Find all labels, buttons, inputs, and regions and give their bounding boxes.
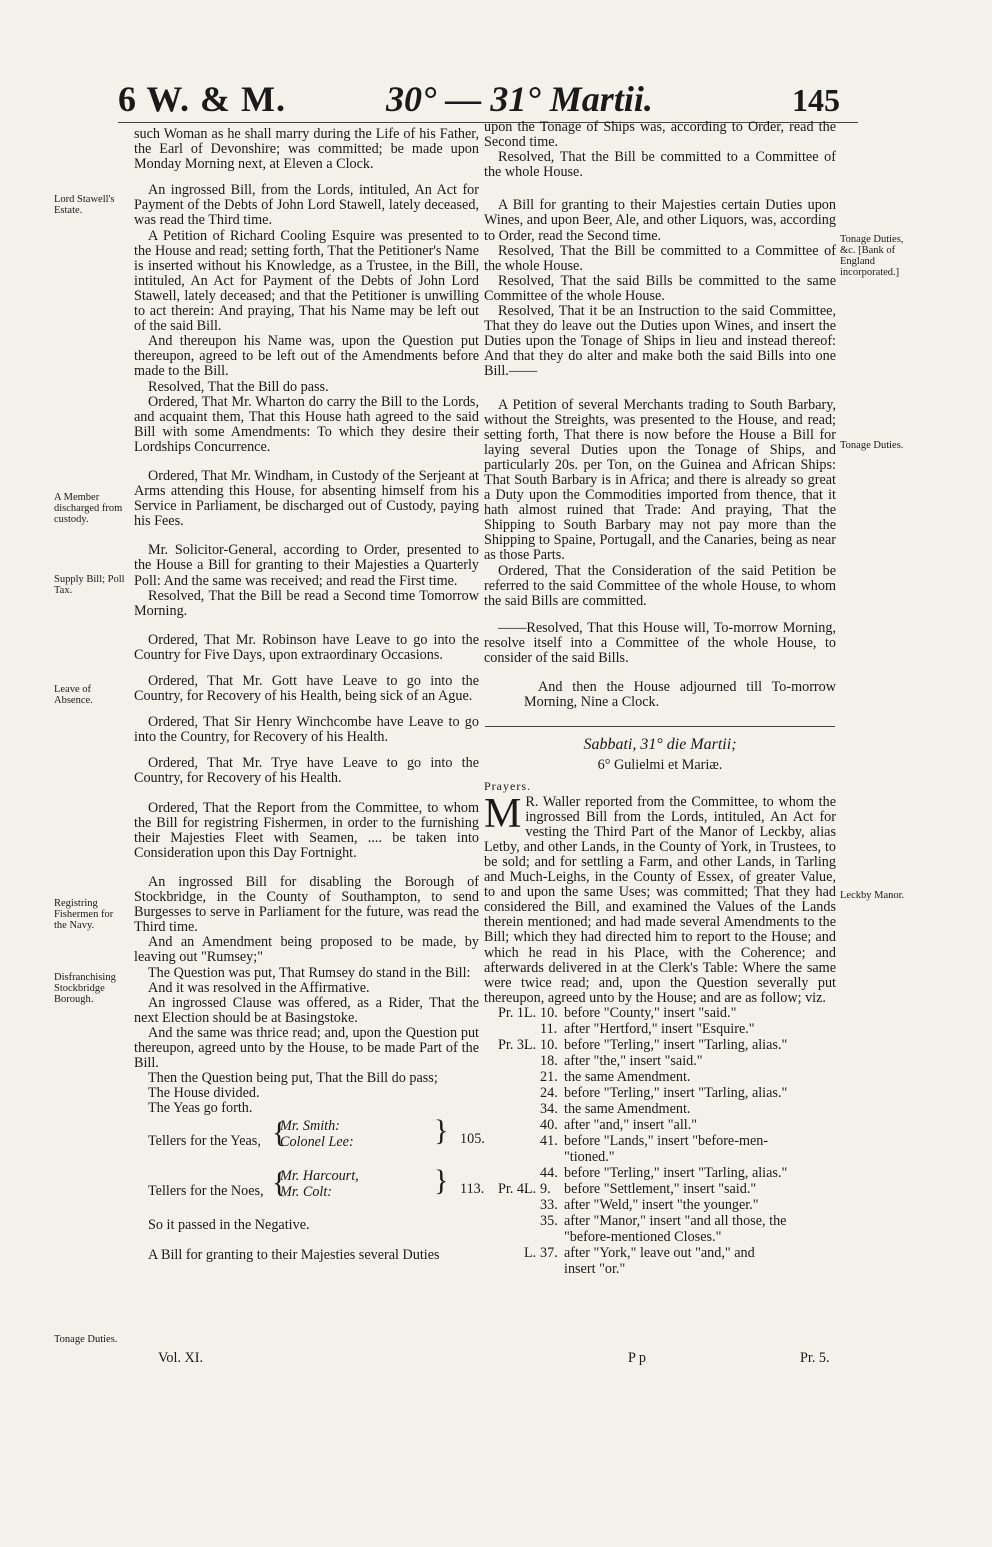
paragraph: ——Resolved, That this House will, To-morrow Morning, resolve itself into a Committee of the whole House, to consider of the said Bills.: [484, 619, 836, 666]
margin-note-supply: Supply Bill; Poll Tax.: [54, 574, 125, 596]
tellers-yeas-count: 105.: [460, 1131, 485, 1148]
amendment-text: "tioned.": [564, 1148, 615, 1165]
amendment-n: 37.: [540, 1244, 558, 1261]
paragraph: So it passed in the Negative.: [148, 1217, 310, 1234]
paragraph: And an Amendment being proposed to be made, by leaving out "Rumsey;": [134, 934, 479, 966]
paragraph: Ordered, That Mr. Windham, in Custody of the Serjeant at Arms attending this House, for absenting himself from his Service in Parliament, be discharged out of Custody, paying his Fees.: [134, 467, 479, 530]
tellers-noes: [134, 1164, 485, 1214]
report-text: R. Waller reported from the Committee, to whom the ingrossed Bill from the Lords, intituled, An Act for vesting the Third Part of the Manor of Leckby, alias Letby, and other Lands, in the County of York, in Trustees, to be sold; and for settling a Farm, and other Lands, in Tarling and Much-Leighs, in the County of Essex, of greater Value, to and upon the same Uses; was committed; That they had considered the Bill, and examined the Values of the Lands therein mentioned; and had made several Amendments to the Bill; which they had directed him to report to the House; and which he read in his Place, with the Coherence; and afterwards delivered in at the Clerk's Table: Where the same were twice read; and, upon the Question severally put thereupon, agreed unto by the House; and are as follow; viz.: [484, 793, 836, 1006]
signature-mark: P p: [628, 1350, 647, 1366]
paragraph: Resolved, That the Bill do pass.: [148, 378, 329, 395]
amendment-row: [484, 1166, 836, 1182]
paragraph: An ingrossed Bill, from the Lords, intituled, An Act for Payment of the Debts of John Lord Stawell, lately deceased, was read the Third time.: [134, 182, 479, 229]
amendment-row: [484, 1054, 836, 1070]
amendment-pr: Pr. 4.: [498, 1180, 528, 1197]
paragraph: Then the Question being put, That the Bill do pass;: [148, 1070, 438, 1087]
amendment-text: after "Weld," insert "the younger.": [564, 1196, 759, 1213]
brace-icon: }: [434, 1114, 449, 1148]
amendment-l: L.: [524, 1004, 537, 1021]
margin-note-tonage-right: Tonage Duties.: [840, 440, 904, 451]
amendment-text: insert "or.": [564, 1260, 626, 1277]
paragraph: The Question was put, That Rumsey do stand in the Bill:: [148, 964, 471, 981]
amendment-text: before "Terling," insert "Tarling, alias.": [564, 1084, 788, 1101]
paragraph: Resolved, That the Bill be committed to a Committee of the whole House.: [484, 149, 836, 181]
amendment-n: 10.: [540, 1036, 558, 1053]
amendment-n: 44.: [540, 1164, 558, 1181]
amendment-n: 11.: [540, 1020, 558, 1037]
amendment-row: [484, 1150, 836, 1166]
teller-name: Mr. Harcourt,: [280, 1168, 359, 1185]
paragraph: such Woman as he shall marry during the Life of his Father, the Earl of Devonshire; was committed; be made upon Monday Morning next, at Eleven a Clock.: [134, 126, 479, 173]
volume-footer: Vol. XI.: [158, 1350, 204, 1366]
amendment-n: 21.: [540, 1068, 558, 1085]
amendment-text: after "Manor," insert "and all those, the: [564, 1212, 787, 1229]
paragraph: The Yeas go forth.: [148, 1100, 253, 1117]
amendment-row: [484, 1134, 836, 1150]
amendment-n: 35.: [540, 1212, 558, 1229]
amendment-text: before "Lands," insert "before-men-: [564, 1132, 769, 1149]
teller-name: Mr. Smith:: [280, 1118, 340, 1135]
sitting-date: Sabbati, 31° die Martii;: [583, 736, 737, 754]
amendment-row: [484, 1230, 836, 1246]
margin-note-leckby: Leckby Manor.: [840, 890, 905, 901]
margin-note-leave: Leave of Absence.: [54, 684, 93, 706]
amendment-text: before "Settlement," insert "said.": [564, 1180, 757, 1197]
paragraph: And then the House adjourned till To-morrow Morning, Nine a Clock.: [524, 679, 836, 711]
brace-icon: }: [434, 1164, 449, 1198]
margin-note-tonage-bank: Tonage Duties, &c. [Bank of England incorporated.]: [840, 234, 904, 278]
amendment-pr: Pr. 3.: [498, 1036, 528, 1053]
paragraph: Ordered, That Mr. Wharton do carry the Bill to the Lords, and acquaint them, That this House hath agreed to the said Bill with some Amendments: To which they desire their Lordships Concurrence.: [134, 393, 479, 455]
paragraph: The House divided.: [148, 1085, 260, 1102]
margin-note-stockbridge: Disfranchising Stockbridge Borough.: [54, 972, 116, 1005]
tellers-yeas: [134, 1114, 485, 1164]
amendment-text: after "the," insert "said.": [564, 1052, 703, 1069]
header-regnal-year: 6 W. & M.: [118, 79, 287, 119]
paragraph: And the same was thrice read; and, upon the Question put thereupon, agreed unto by the House, to be made Part of the Bill.: [134, 1024, 479, 1072]
tellers-yeas-label: Tellers for the Yeas,: [148, 1133, 261, 1150]
amendment-l: L.: [524, 1180, 537, 1197]
amendment-n: 40.: [540, 1116, 558, 1133]
amendment-row: [484, 1070, 836, 1086]
amendment-text: before "Terling," insert "Tarling, alias.": [564, 1164, 788, 1181]
amendment-row: [484, 1182, 836, 1198]
margin-note-tonage-left: Tonage Duties.: [54, 1334, 118, 1345]
page-number: 145: [792, 82, 840, 118]
paragraph: Ordered, That Sir Henry Winchcombe have Leave to go into the Country, for Recovery of his Health.: [134, 714, 479, 746]
paragraph: A Petition of Richard Cooling Esquire was presented to the House and read; setting forth, That the Petitioner's Name is inserted without his Knowledge, as a Trustee, in the Bill, intituled, An Act for Payment of the Debts of John Lord Stawell, lately deceased; and that the Petitioner is unwilling to act therein: And praying, That his Name may be left out of the said Bill.: [134, 227, 479, 335]
amendment-n: 33.: [540, 1196, 558, 1213]
amendment-row: [484, 1246, 836, 1262]
paragraph: Mr. Solicitor-General, according to Order, presented to the House a Bill for granting to their Majesties a Quarterly Poll: And the same was received; and read the First time.: [134, 542, 479, 589]
paragraph: Ordered, That the Consideration of the said Petition be referred to the said Committee of the whole House, to whom the said Bills are committed.: [484, 562, 836, 609]
amendment-pr: Pr. 1.: [498, 1004, 528, 1021]
paragraph: An ingrossed Clause was offered, as a Rider, That the next Election should be at Basingstoke.: [134, 994, 479, 1026]
teller-name: Mr. Colt:: [280, 1184, 333, 1201]
paragraph: A Petition of several Merchants trading to South Barbary, without the Streights, was presented to the House, and read; setting forth, That there is now before the House a Bill for laying several Duties upon the Tonage of Ships, and particularly 20s. per Ton, on the Guinea and African Ships: That South Barbary is in Africa; and there is already so great a Duty upon the Commodities imported from thence, that it hath almost ruined that Trade: And praying, That the Shipping to South Barbary may not pay more than the Shipping to Spaine, Portugall, and the Canaries, being as near as those Parts.: [484, 396, 836, 564]
amendment-row: [484, 1214, 836, 1230]
section-rule: [485, 726, 835, 727]
amendment-row: [484, 1006, 836, 1022]
margin-note-member: A Member discharged from custody.: [54, 492, 123, 525]
paragraph: Ordered, That Mr. Trye have Leave to go into the Country, for Recovery of his Health.: [134, 755, 479, 787]
paragraph: Resolved, That the Bill be committed to a Committee of the whole House.: [484, 242, 836, 274]
amendment-text: after "Hertford," insert "Esquire.": [564, 1020, 755, 1037]
brace-icon: {: [272, 1116, 287, 1150]
amendment-text: before "County," insert "said.": [564, 1004, 737, 1021]
amendment-n: 41.: [540, 1132, 558, 1149]
tellers-noes-names: [272, 1166, 359, 1201]
amendment-n: 24.: [540, 1084, 558, 1101]
amendment-text: after "and," insert "all.": [564, 1116, 698, 1133]
paragraph: Resolved, That the Bill be read a Second time Tomorrow Morning.: [134, 587, 479, 619]
margin-note-fishermen: Registring Fishermen for the Navy.: [54, 898, 114, 931]
catchword: Pr. 5.: [800, 1350, 830, 1366]
amendment-text: after "York," leave out "and," and: [564, 1244, 755, 1261]
paragraph: Ordered, That Mr. Gott have Leave to go into the Country, for Recovery of his Health, being sick of an Ague.: [134, 673, 479, 705]
amendment-row: [484, 1262, 836, 1278]
amendment-n: 10.: [540, 1004, 558, 1021]
paragraph: Ordered, That Mr. Robinson have Leave to go into the Country for Five Days, upon extraordinary Occasions.: [134, 631, 479, 663]
report-paragraph: [484, 790, 836, 1006]
margin-note-stawell: Lord Stawell's Estate.: [54, 194, 115, 216]
teller-name: Colonel Lee:: [280, 1134, 354, 1151]
tellers-yeas-names: [272, 1116, 354, 1151]
paragraph: upon the Tonage of Ships was, according to Order, read the Second time.: [484, 119, 836, 151]
amendment-n: 18.: [540, 1052, 558, 1069]
amendment-row: [484, 1198, 836, 1214]
tellers-noes-count: 113.: [460, 1181, 485, 1198]
amendment-text: before "Terling," insert "Tarling, alias.": [564, 1036, 788, 1053]
amendment-row: [484, 1022, 836, 1038]
amendment-row: [484, 1038, 836, 1054]
amendment-row: [484, 1102, 836, 1118]
drop-cap: M: [484, 790, 522, 837]
brace-icon: {: [272, 1166, 287, 1200]
regnal-line: 6° Gulielmi et Mariæ.: [597, 757, 723, 774]
header-date: 30° — 31° Martii.: [386, 79, 653, 119]
amendment-row: [484, 1118, 836, 1134]
paragraph: Resolved, That it be an Instruction to the said Committee, That they do leave out the Duties upon Wines, and insert the Duties upon the Tonage of Ships in lieu and instead thereof: And that they do alter and make both the said Bills into one Bill.——: [484, 303, 836, 380]
paragraph: And thereupon his Name was, upon the Question put thereupon, agreed to be left out of the Amendments before made to the Bill.: [134, 333, 479, 380]
prayers-heading: Prayers.: [484, 779, 531, 794]
paragraph: And it was resolved in the Affirmative.: [148, 979, 370, 996]
paragraph: A Bill for granting to their Majesties certain Duties upon Wines, and upon Beer, Ale, and other Liquors, was, according to Order, read the Second time.: [484, 197, 836, 244]
amendment-n: 9.: [540, 1180, 551, 1197]
paragraph: Resolved, That the said Bills be committed to the same Committee of the whole House.: [484, 272, 836, 304]
left-column: [134, 126, 485, 1263]
paragraph: Ordered, That the Report from the Committee, to whom the Bill for registring Fishermen, in order to the furnishing their Majesties Fleet with Seamen, .... be taken into Consideration upon this Day Fortnight.: [134, 799, 479, 861]
amendment-text: the same Amendment.: [564, 1068, 691, 1085]
amendment-row: [484, 1086, 836, 1102]
right-column: [484, 120, 836, 1278]
paragraph: A Bill for granting to their Majesties several Duties: [148, 1246, 440, 1263]
amendment-text: "before-mentioned Closes.": [564, 1228, 722, 1245]
amendment-text: the same Amendment.: [564, 1100, 691, 1117]
tellers-noes-label: Tellers for the Noes,: [148, 1183, 264, 1200]
amendment-n: 34.: [540, 1100, 558, 1117]
paragraph: An ingrossed Bill for disabling the Borough of Stockbridge, in the County of Southampton, to send Burgesses to serve in Parliament for the future, was read the Third time.: [134, 873, 479, 936]
amendments-list: [484, 1006, 836, 1278]
amendment-l: L.: [524, 1036, 537, 1053]
amendment-l: L.: [524, 1244, 537, 1261]
